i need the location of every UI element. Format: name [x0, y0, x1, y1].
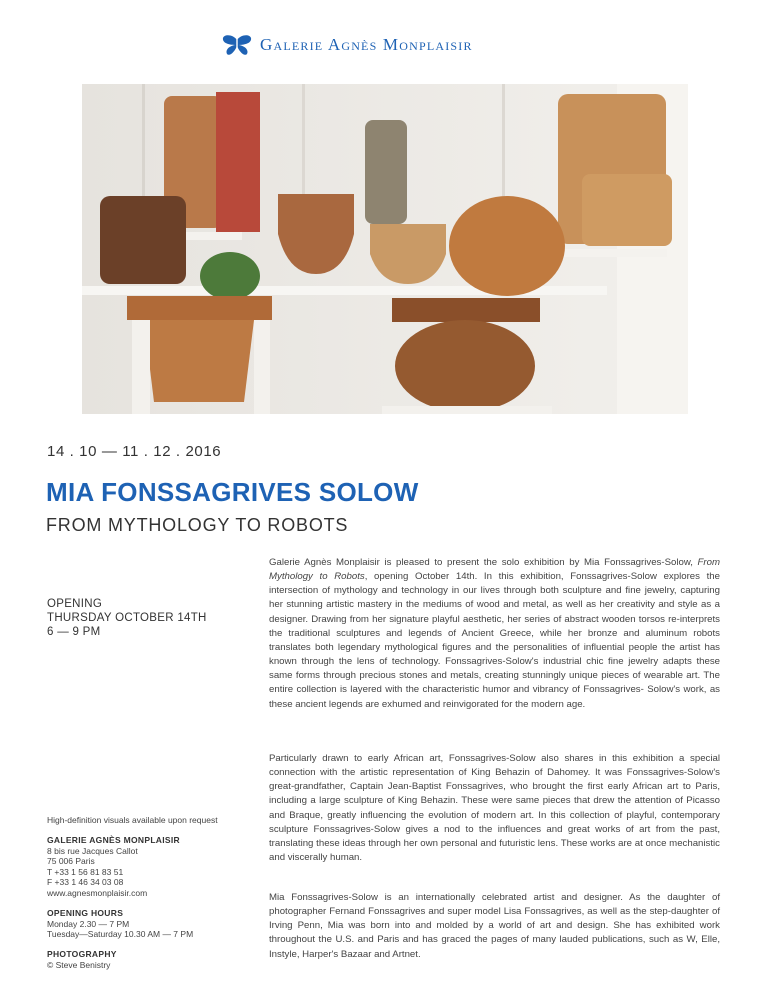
exhibition-title: FROM MYTHOLOGY TO ROBOTS: [46, 515, 349, 535]
paragraph-text: Mia Fonssagrives-Solow is an internationally celebrated artist and designer. As the daughter of photographer Fernand Fonssagrives and super model Lisa Fonssagrives, as well as the step-daughter of Irving Penn, Mia was born into and molded by a world of art and design. She has exhibited work throughout the U.S. and Paris and has graced the pages of many lauded publications, such as W, Elle, Instyle, Harper's Bazaar and Artnet.: [269, 892, 720, 960]
opening-day: THURSDAY OCTOBER 14TH: [47, 612, 207, 624]
press-paragraph-3: [269, 891, 720, 962]
opening-info: [47, 597, 207, 639]
hours-line: Monday 2.30 — 7 PM: [47, 918, 130, 929]
hd-visuals-note: High-definition visuals available upon request: [47, 815, 218, 825]
address-line: 8 bis rue Jacques Callot: [47, 845, 138, 856]
paragraph-text: Particularly drawn to early African art, Fonssagrives-Solow also shares in this exhibition a special connection with the artistic representation of King Behazin of Dahomey. It was Fonssagrives-Solow's great-grandfather, Captain Jean-Baptist Fonssagrives, who brought the first early African art to Paris, including a large sculpture of King Behazin. These were same pieces that drew the attention of Picasso and Braque, greatly influencing the evolution of modern art. In this collection of playful, contemporary sculpture Fonssagrives-Solow gives a nod to the influences and great works of art from the past, translating these ideas through her own personal and futuristic lens. These works are at once mechanistic and viscerally human.: [269, 753, 720, 864]
exhibition-title-italic: From Mythology to Robots: [269, 557, 720, 583]
opening-time: 6 — 9 PM: [47, 626, 101, 638]
website-link[interactable]: www.agnesmonplaisir.com: [47, 887, 148, 898]
exhibition-dates: 14 . 10 — 11 . 12 . 2016: [47, 443, 222, 460]
phone-line: T +33 1 56 81 83 51: [47, 866, 124, 877]
header: [0, 34, 768, 60]
photo-credit-name: © Steve Benistry: [47, 959, 111, 970]
paragraph-text: , opening October 14th. In this exhibition, Fonssagrives-Solow explores the intersection of mythology and technology in our lives through both sculpture and fine jewelry, capturing her stunning artistic mastery in the mediums of wood and metal, as well as her creativity and style as a designer. Drawing from her signature playful aesthetic, her series of abstract wooden torsos re-interprets the traditional sculptures and legends of Ancient Greece, while her bronze and aluminum robots translates both legendary mythological figures and the personalities of influential people the artist has known through the lens of technology. Fonssagrives-Solow's industrial chic fine jewelry adapts these same forms through precious stones and metals, creating stunningly unique pieces of wearable art. The entire collection is layered with the characteristic humor and vibrancy of Fonssagrives- Solow's work, as these ancient legends are exhumed and reinvigorated for the modern age.: [269, 571, 720, 710]
press-paragraph-1: [269, 556, 720, 712]
gallery-logo[interactable]: [222, 34, 473, 56]
opening-hours: [47, 908, 257, 940]
gallery-name: Galerie Agnès Monplaisir: [260, 35, 473, 54]
photography-credit: [47, 949, 257, 970]
artist-name: MIA FONSSAGRIVES SOLOW: [46, 477, 419, 507]
gallery-address: [47, 835, 257, 898]
photo-label: PHOTOGRAPHY: [47, 949, 117, 959]
hours-label: OPENING HOURS: [47, 908, 124, 918]
press-paragraph-2: [269, 752, 720, 865]
fax-line: F +33 1 46 34 03 08: [47, 877, 124, 887]
opening-label: OPENING: [47, 598, 103, 610]
exhibition-photo: [82, 84, 688, 414]
address-line: 75 006 Paris: [47, 856, 95, 866]
paragraph-text: Galerie Agnès Monplaisir is pleased to present the solo exhibition by Mia Fonssagrives-Solow,: [269, 557, 698, 568]
gallery-label: GALERIE AGNÈS MONPLAISIR: [47, 835, 180, 845]
hours-line: Tuesday—Saturday 10.30 AM — 7 PM: [47, 929, 194, 939]
butterfly-icon: [222, 34, 252, 56]
